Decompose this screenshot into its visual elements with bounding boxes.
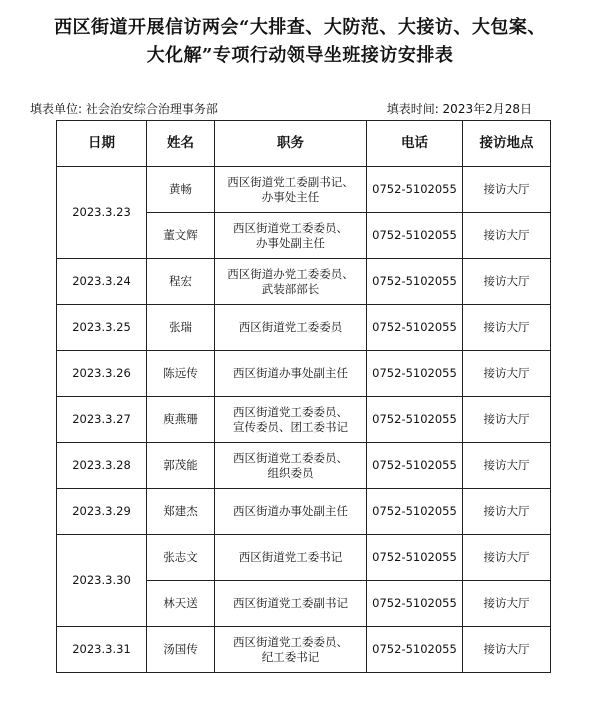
duty-cell bbox=[215, 535, 367, 581]
place-cell: 接访大厅 bbox=[463, 489, 551, 535]
table-row bbox=[57, 167, 551, 213]
name-cell: 庾燕珊 bbox=[147, 397, 215, 443]
phone-cell: 0752-5102055 bbox=[367, 213, 463, 259]
duty-line: 武装部部长 bbox=[261, 281, 320, 296]
name-cell: 张瑞 bbox=[147, 305, 215, 351]
name-cell: 郭茂能 bbox=[147, 443, 215, 489]
duty-cell bbox=[215, 581, 367, 627]
duty-cell bbox=[215, 259, 367, 305]
table-row bbox=[57, 489, 551, 535]
date-cell: 2023.3.26 bbox=[57, 351, 147, 397]
duty-cell bbox=[215, 489, 367, 535]
table-row bbox=[57, 397, 551, 443]
duty-cell bbox=[215, 351, 367, 397]
duty-cell bbox=[215, 213, 367, 259]
duty-line: 纪工委书记 bbox=[261, 649, 320, 664]
header-name: 姓名 bbox=[147, 121, 215, 167]
place-cell: 接访大厅 bbox=[463, 351, 551, 397]
place-cell: 接访大厅 bbox=[463, 397, 551, 443]
fill-time: 填表时间: 2023年2月28日 bbox=[386, 102, 532, 116]
date-cell: 2023.3.25 bbox=[57, 305, 147, 351]
date-cell: 2023.3.24 bbox=[57, 259, 147, 305]
header-place: 接访地点 bbox=[463, 121, 551, 167]
place-cell: 接访大厅 bbox=[463, 213, 551, 259]
table-row bbox=[57, 305, 551, 351]
phone-cell: 0752-5102055 bbox=[367, 535, 463, 581]
duty-line: 办事处副主任 bbox=[256, 235, 325, 250]
duty-line: 宣传委员、团工委书记 bbox=[233, 419, 348, 434]
phone-cell: 0752-5102055 bbox=[367, 489, 463, 535]
date-cell: 2023.3.31 bbox=[57, 627, 147, 673]
duty-line: 西区街道党工委副书记 bbox=[233, 596, 348, 610]
date-cell: 2023.3.28 bbox=[57, 443, 147, 489]
duty-line: 西区街道党工委委员、 bbox=[233, 450, 348, 465]
duty-line: 西区街道党工委委员、 bbox=[233, 634, 348, 649]
table-row bbox=[57, 535, 551, 581]
place-cell: 接访大厅 bbox=[463, 305, 551, 351]
name-cell: 董文辉 bbox=[147, 213, 215, 259]
place-cell: 接访大厅 bbox=[463, 627, 551, 673]
name-cell: 程宏 bbox=[147, 259, 215, 305]
duty-line: 西区街道党工委副书记、 bbox=[227, 174, 354, 189]
duty-line: 西区街道党工委委员、 bbox=[233, 220, 348, 235]
name-cell: 陈远传 bbox=[147, 351, 215, 397]
name-cell: 张志文 bbox=[147, 535, 215, 581]
phone-cell: 0752-5102055 bbox=[367, 443, 463, 489]
duty-line: 西区街道党工委书记 bbox=[238, 550, 343, 564]
date-cell: 2023.3.29 bbox=[57, 489, 147, 535]
schedule-body bbox=[57, 167, 551, 673]
duty-cell bbox=[215, 305, 367, 351]
date-cell: 2023.3.23 bbox=[57, 167, 147, 259]
place-cell: 接访大厅 bbox=[463, 443, 551, 489]
header-duty: 职务 bbox=[215, 121, 367, 167]
table-row bbox=[57, 443, 551, 489]
duty-line: 西区街道办党工委委员、 bbox=[227, 266, 354, 281]
phone-cell: 0752-5102055 bbox=[367, 305, 463, 351]
title-line-2: 大化解”专项行动领导坐班接访安排表 bbox=[146, 45, 454, 66]
duty-line: 西区街道党工委委员、 bbox=[233, 404, 348, 419]
duty-line: 西区街道办事处副主任 bbox=[233, 504, 348, 518]
duty-line: 西区街道办事处副主任 bbox=[233, 366, 348, 380]
date-cell: 2023.3.27 bbox=[57, 397, 147, 443]
duty-line: 西区街道党工委委员 bbox=[238, 320, 343, 334]
schedule-table bbox=[56, 120, 551, 673]
phone-cell: 0752-5102055 bbox=[367, 627, 463, 673]
header-row bbox=[57, 121, 551, 167]
name-cell: 郑建杰 bbox=[147, 489, 215, 535]
name-cell: 汤国传 bbox=[147, 627, 215, 673]
phone-cell: 0752-5102055 bbox=[367, 581, 463, 627]
fill-unit: 填表单位: 社会治安综合治理事务部 bbox=[30, 102, 218, 116]
duty-cell bbox=[215, 397, 367, 443]
place-cell: 接访大厅 bbox=[463, 167, 551, 213]
place-cell: 接访大厅 bbox=[463, 581, 551, 627]
header-date: 日期 bbox=[57, 121, 147, 167]
place-cell: 接访大厅 bbox=[463, 259, 551, 305]
document-title bbox=[20, 14, 580, 70]
duty-cell bbox=[215, 167, 367, 213]
phone-cell: 0752-5102055 bbox=[367, 259, 463, 305]
name-cell: 林天送 bbox=[147, 581, 215, 627]
phone-cell: 0752-5102055 bbox=[367, 167, 463, 213]
title-line-1: 西区街道开展信访两会“大排查、大防范、大接访、大包案、 bbox=[54, 17, 546, 38]
duty-cell bbox=[215, 627, 367, 673]
header-phone: 电话 bbox=[367, 121, 463, 167]
phone-cell: 0752-5102055 bbox=[367, 351, 463, 397]
duty-cell bbox=[215, 443, 367, 489]
table-row bbox=[57, 351, 551, 397]
duty-line: 办事处主任 bbox=[261, 189, 320, 204]
name-cell: 黄畅 bbox=[147, 167, 215, 213]
duty-line: 组织委员 bbox=[267, 465, 314, 480]
date-cell: 2023.3.30 bbox=[57, 535, 147, 627]
table-row bbox=[57, 259, 551, 305]
place-cell: 接访大厅 bbox=[463, 535, 551, 581]
phone-cell: 0752-5102055 bbox=[367, 397, 463, 443]
table-row bbox=[57, 627, 551, 673]
